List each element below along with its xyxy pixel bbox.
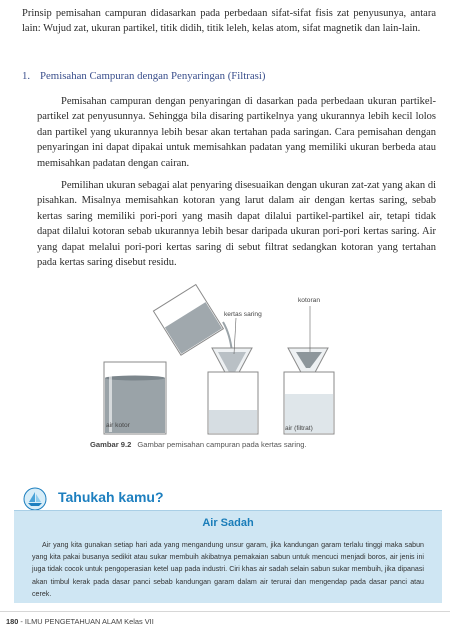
section-title: Pemisahan Campuran dengan Penyaringan (Filtrasi) bbox=[40, 70, 266, 82]
figure-caption bbox=[90, 440, 390, 449]
figure-caption-text: Gambar pemisahan campuran pada kertas saring. bbox=[137, 440, 307, 449]
label-kertas-saring: kertas saring bbox=[224, 311, 262, 318]
page-number: 180 bbox=[6, 617, 19, 626]
intro-paragraph: Prinsip pemisahan campuran didasarkan pada perbedaan sifat-sifat fisis zat penyusunya, antara lain: Wujud zat, ukuran partikel, titik didih, titik leleh, kelas atom, sifat magnetik dan lain-lain. bbox=[22, 8, 436, 35]
footer-divider bbox=[0, 611, 450, 612]
label-air-kotor: air kotor bbox=[106, 422, 130, 429]
beaker-middle bbox=[208, 372, 258, 434]
figure-caption-label: Gambar 9.2 bbox=[90, 440, 132, 449]
label-air-filtrat: air (filtrat) bbox=[285, 425, 313, 432]
air-sadah-text: Air yang kita gunakan setiap hari ada yang mengandung unsur garam, jika kandungan garam terlalu tinggi maka sabun yang kita pakai busanya sedikit atau sukar membuih akibatnya pemakaian sabun untuk mencuci menjadi boros, air jenis ini juga tidak cocok untuk pengoperasian ketel uap pada industri. Ciri khas air sadah selain sabun sukar membuih, jika dipanasi akan timbul kerak pada dasar panci sebab kandungan garam dalam air terurai dan mengendap pada dasar panci atau cerek. bbox=[32, 541, 424, 598]
pouring-beaker bbox=[153, 285, 223, 356]
section-heading bbox=[22, 70, 436, 82]
tahukah-title: Tahukah kamu? bbox=[58, 489, 164, 505]
section-number: 1. bbox=[22, 70, 31, 82]
air-sadah-title: Air Sadah bbox=[202, 517, 254, 529]
air-sadah-box bbox=[14, 510, 442, 603]
footer-text: - ILMU PENGETAHUAN ALAM Kelas VII bbox=[20, 617, 154, 626]
filtration-illustration bbox=[84, 282, 364, 452]
body-paragraph-2: Pemilihan ukuran sebagai alat penyaring disesuaikan dengan ukuran zat-zat yang akan di pisahkan. Misalnya memisahkan kotoran yang larut dalam air dengan kertas saring, sebab kertas saring memiliki pori-pori yang masih dapat dilalui partikel-partikel air, tetapi tidak dapat dilalui kotoran sebab ukurannya lebih besar daripada ukuran pori-pori kertas saring. Air yang dapat melalui pori-pori kertas saring di sebut filtrat sedangkan kotoran yang tertahan pada kertas saring disebut residu. bbox=[37, 180, 436, 269]
sailing-ship-icon bbox=[18, 487, 52, 511]
label-kotoran: kotoran bbox=[298, 297, 320, 304]
tahukah-header bbox=[18, 487, 218, 511]
body-paragraph-1: Pemisahan campuran dengan penyaringan di dasarkan pada perbedaan ukuran partikel-partikel zat penyusunnya. Sehingga bila disaring partikelnya yang ukurannya lebih kecil lolos dan partikel yang ukurannya lebih besar akan tertahan pada saringan. Cara pemisahan dengan penyaringan ini dapat dipakai untuk memisahkan padatan yang memiliki ukuran berbeda atau memisahkan padatan dengan cairan. bbox=[37, 96, 436, 169]
page-footer bbox=[6, 617, 154, 626]
